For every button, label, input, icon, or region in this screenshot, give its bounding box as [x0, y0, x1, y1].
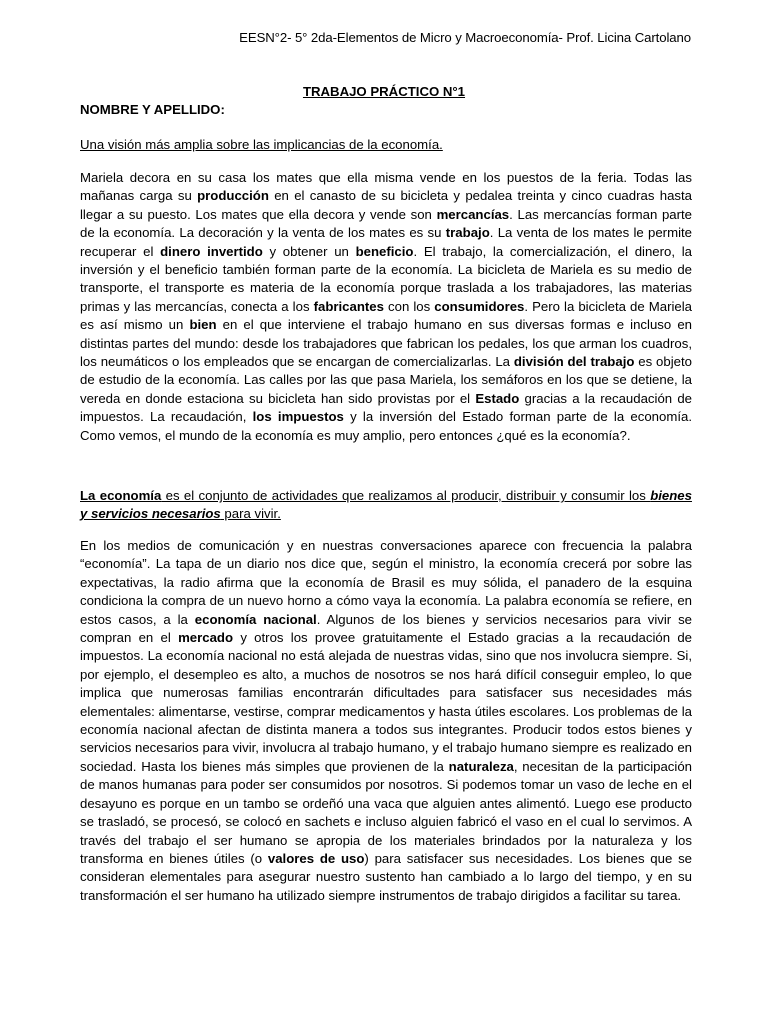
paragraph-economia-nacional [80, 537, 692, 905]
text: . Las mercancías forman parte de la economía. La decoración y la venta de los mates es su [80, 206, 692, 241]
assignment-title-text: TRABAJO PRÁCTICO N°1 [302, 84, 466, 99]
course-header: EESN°2- 5° 2da-Elementos de Micro y Macroeconomía- Prof. Licina Cartolano [239, 30, 691, 45]
text: para vivir. [220, 506, 281, 522]
text: es objeto de estudio de la economía. Las calles por las que pasa Mariela, los semáforos en los que se detiene, la vereda en donde estaciona su bicicleta han sido provistas por el [80, 354, 692, 406]
text: gracias a la recaudación de impuestos. La recaudación, [80, 390, 692, 425]
term-economia-nacional: economía nacional [194, 611, 317, 627]
term-valores-de-uso: valores de uso [267, 850, 365, 866]
term-mercado: mercado [178, 630, 234, 646]
text: . Algunos de los bienes y servicios necesarios para vivir se compran en el [80, 611, 692, 646]
text: En los medios de comunicación y en nuestras conversaciones aparece con frecuencia la palabra “economía”. La tapa de un diario nos dice que, según el ministro, la economía crecerá por sobre las expectativas, la radio afirma que la economía de Brasil es muy sólida, el panadero de la esquina condiciona la compra de un nuevo horno a cómo vaya la economía. La palabra economía se refiere, en estos casos, a la [80, 538, 692, 627]
term-division-del-trabajo: división del trabajo [513, 354, 635, 370]
text: y otros los provee gratuitamente el Estado gracias a la recaudación de impuestos. La economía nacional no está alejada de nuestras vidas, sino que nos involucra siempre. Si, por ejemplo, el desempleo es alto, a muchos de nosotros se nos hará difícil conseguir empleo, lo que implica que numerosas familias encontrarán dificultades para satisfacer sus necesidades más elementales: alimentarse, vestirse, comprar medicamentos y hasta útiles escolares. Los problemas de la economía nacional afectan de distinta manera a todos sus integrantes. Producir todos estos bienes y servicios necesarios para vivir, involucra al trabajo humano, y el trabajo humano siempre es realizado en sociedad. Hasta los bienes más simples que provienen de la [80, 630, 692, 774]
term-naturaleza: naturaleza [448, 758, 514, 774]
text: y la inversión del Estado forman parte de la economía. Como vemos, el mundo de la economía es muy amplio, pero entonces ¿qué es la economía?. [80, 409, 692, 443]
term-bienes-servicios-text: bienes y servicios necesarios [80, 488, 692, 522]
text: . El trabajo, la comercialización, el dinero, la inversión y el beneficio también forman parte de la economía. La bicicleta de Mariela es su medio de transporte, el transporte es materia de la economía porque traslada a los trabajadores, las materias primas y las mercancías, conecta a los [80, 243, 692, 314]
text: y obtener un [262, 243, 356, 259]
term-produccion: producción [197, 188, 269, 204]
term-mercancias: mercancías [436, 206, 510, 222]
text: es el conjunto de actividades que realizamos al producir, distribuir y consumir los [161, 488, 651, 503]
text: en el canasto de su bicicleta y pedalea treinta y cinco cuadras hasta llegar a su puesto. Los mates que ella decora y vende son [80, 188, 692, 222]
name-label: NOMBRE Y APELLIDO: [80, 102, 225, 117]
term-trabajo: trabajo [445, 225, 490, 241]
term-estado: Estado [475, 390, 520, 406]
section-subtitle: Una visión más amplia sobre las implicancias de la economía. [80, 137, 443, 152]
term-beneficio: beneficio [355, 243, 414, 259]
term-fabricantes: fabricantes [313, 298, 384, 314]
paragraph-definition [80, 487, 692, 524]
text: en el que interviene el trabajo humano en sus diversas formas e incluso en distintas partes del mundo: desde los trabajadores que fabrican los pedales, los que arman los cuadros, los neumáticos o los empleados que se encargan de comercializarlas. La [80, 317, 692, 370]
term-consumidores: consumidores [434, 298, 525, 314]
text: ) para satisfacer sus necesidades. Los bienes que se consideran elementales para asegurar nuestro sustento han cambiado a lo largo del tiempo, y en su transformación el ser humano ha utilizado siempre instrumentos de trabajo dirigidos a facilitar su tarea. [80, 850, 693, 903]
text: Mariela decora en su casa los mates que ella misma vende en los puestos de la feria. Todas las mañanas carga su [80, 170, 692, 204]
text: . La venta de los mates le permite recuperar el [80, 225, 692, 259]
term-los-impuestos: los impuestos [252, 409, 344, 425]
paragraph-mariela [80, 169, 692, 445]
term-bien: bien [189, 317, 217, 333]
text: . Pero la bicicleta de Mariela es así mismo un [80, 298, 692, 333]
text: , necesitan de la participación de manos humanas para poder ser consumidos por nosotros. Si podemos tomar un vaso de leche en el desayuno es porque en un tambo se ordeñó una vaca que alguien antes alimentó. Luego ese producto se trasladó, se procesó, se colocó en sachets e incluso alguien fabricó el vaso en el cual lo servimos. A través del trabajo el ser humano se apropia de los materiales brindados por la naturaleza y los transforma en bienes útiles (o [80, 758, 692, 866]
text: con los [383, 298, 435, 314]
term-la-economia: La economía [80, 488, 162, 503]
assignment-title [0, 84, 768, 99]
term-dinero-invertido: dinero invertido [160, 243, 263, 259]
